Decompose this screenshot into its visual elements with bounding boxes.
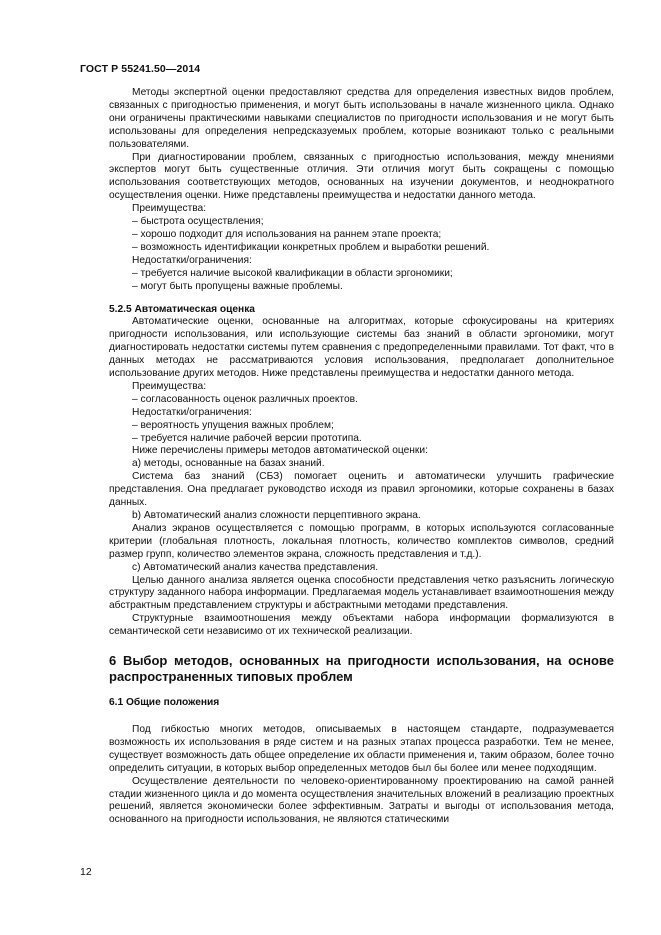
page-number: 12 xyxy=(80,866,92,878)
list-item: – требуется наличие высокой квалификации в области эргономики; xyxy=(132,267,453,279)
list-item: – требуется наличие рабочей версии прототипа. xyxy=(132,432,362,444)
paragraph: Под гибкостью многих методов, описываемых в настоящем стандарте, подразумевается возможность их использования в ряде систем и на разных этапах процесса разработки. Тем не менее, существует возможность дать общее определение их области применения и, таким образом, более точно определить ситуации, в которых выбор определенных методов был бы более или менее подходящим. xyxy=(109,723,614,774)
list-item: – могут быть пропущены важные проблемы. xyxy=(132,280,343,292)
document-header: ГОСТ Р 55241.50—2014 xyxy=(80,63,201,75)
list-item: – хорошо подходит для использования на раннем этапе проекта; xyxy=(132,228,442,240)
paragraph: Автоматические оценки, основанные на алгоритмах, которые сфокусированы на критериях пригодности использования, или использующие системы баз знаний в области эргономики, могут диагностировать недостатки системы путем сравнения с предопределенными правилами. Тот факт, что в данных методах не рассматриваются условия использования, предполагает дополнительное использование других методов. Ниже представлены преимущества и недостатки данного метода. xyxy=(109,316,614,380)
list-item: – быстрота осуществления; xyxy=(132,216,264,228)
list-heading-limitations: Недостатки/ограничения: xyxy=(132,254,252,266)
list-item: – согласованность оценок различных проектов. xyxy=(132,393,358,405)
paragraph: Анализ экранов осуществляется с помощью программ, в которых используются согласованные критерии (глобальная плотность, локальная плотность, количество комплектов символов, средний размер групп, количество элементов экрана, сложность представления и т.д.). xyxy=(109,522,614,560)
paragraph: При диагностировании проблем, связанных с пригодностью использования, между мнениями экспертов могут быть существенные отличия. Эти отличия могут быть сокращены с помощью использования соответствующих методов, основанных на изучении документов, и неоднократного осуществления оценки. Ниже представлены преимущества и недостатки данного метода. xyxy=(109,151,614,202)
paragraph: Ниже перечислены примеры методов автоматической оценки: xyxy=(132,445,428,457)
list-heading-advantages: Преимущества: xyxy=(132,203,207,215)
list-heading-limitations: Недостатки/ограничения: xyxy=(132,406,252,418)
paragraph: Структурные взаимоотношения между объектами набора информации формализуются в семантической сети независимо от их технической реализации. xyxy=(109,613,614,638)
paragraph: Система баз знаний (СБЗ) помогает оценить и автоматически улучшить графические представления. Она предлагает руководство исходя из правил эргономики, которые сохранены в базах данных. xyxy=(109,471,614,509)
list-item: a) методы, основанные на базах знаний. xyxy=(132,458,325,470)
paragraph: Целью данного анализа является оценка способности представления четко разъяснить логическую структуру заданного набора информации. Предлагаемая модель устанавливает взаимоотношения между абстрактным представлением структуры и абстрактными методами представления. xyxy=(109,574,614,612)
paragraph: Осуществление деятельности по человеко-ориентированному проектированию на самой ранней стадии жизненного цикла и до момента осуществления значительных вложений в реализацию проектных решений, является экономически более эффективным. Затраты и выгоды от использования метода, основанного на пригодности использования, не являются статическими xyxy=(109,775,614,826)
list-heading-advantages: Преимущества: xyxy=(132,380,207,392)
section-heading-6-1: 6.1 Общие положения xyxy=(109,697,220,709)
list-item: – вероятность упущения важных проблем; xyxy=(132,419,334,431)
list-item: c) Автоматический анализ качества представления. xyxy=(132,561,379,573)
list-item: – возможность идентификации конкретных проблем и выработки решений. xyxy=(132,241,490,253)
section-heading-5-2-5: 5.2.5 Автоматическая оценка xyxy=(109,303,255,315)
document-body xyxy=(109,87,614,827)
chapter-heading-6: 6 Выбор методов, основанных на пригодности использования, на основе распространенных типовых проблем xyxy=(109,653,614,685)
list-item: b) Автоматический анализ сложности перцептивного экрана. xyxy=(132,510,421,521)
paragraph: Методы экспертной оценки предоставляют средства для определения известных видов проблем, связанных с пригодностью применения, и могут быть использованы в начале жизненного цикла. Однако они ограничены практическими навыками специалистов по пригодности использования и не могут быть использованы для определения непредсказуемых проблем, которые возникают только с реальными пользователями. xyxy=(109,87,614,150)
